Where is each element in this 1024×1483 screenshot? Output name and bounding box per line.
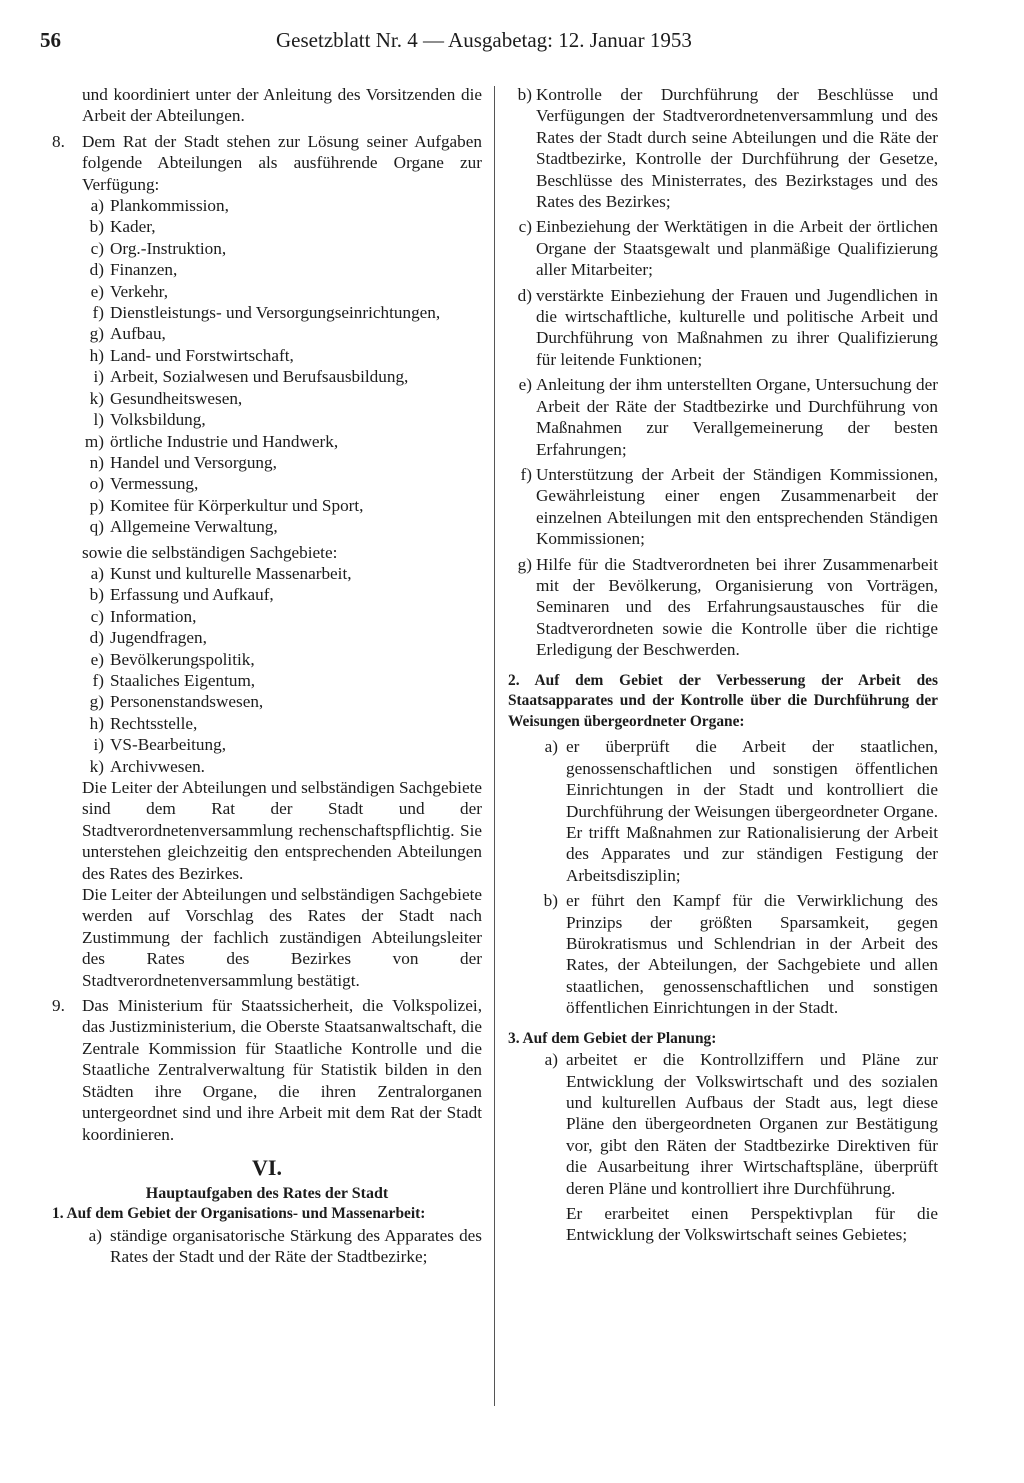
- list-item-label: l): [93, 410, 104, 430]
- list-item-label: f): [92, 670, 104, 690]
- list-item: [82, 388, 482, 409]
- list-item: [82, 452, 482, 473]
- list-item-label: c): [90, 606, 104, 626]
- list-item: [82, 195, 482, 216]
- list-item-text: örtliche Industrie und Handwerk,: [110, 431, 339, 451]
- list-item: [508, 890, 938, 1018]
- list-item: [82, 691, 482, 712]
- list-item: [508, 736, 938, 886]
- list-item-text: Anleitung der ihm unterstellten Organe, Untersuchung der Arbeit der Räte der Stadtbezirke und Durchführung von Maßnahmen zur Verallgemeinerung der besten Erfahrungen;: [536, 375, 938, 459]
- list-item-label: g): [89, 692, 104, 712]
- list-item-label: e): [518, 375, 532, 395]
- list-item-text: Einbeziehung der Werktätigen in die Arbeit der örtlichen Organe der Staatsgewalt und planmäßige Qualifizierung aller Mitarbeiter;: [536, 217, 938, 280]
- list-item: [82, 409, 482, 430]
- list-item-text: Finanzen,: [110, 260, 178, 280]
- paragraph-text: Dem Rat der Stadt stehen zur Lösung seiner Aufgaben folgende Abteilungen als ausführende Organe zur Verfügung:: [82, 131, 482, 194]
- list-item: [508, 1049, 938, 1199]
- list-item-label: g): [89, 324, 104, 344]
- list-item-text: Land- und Forstwirtschaft,: [110, 345, 294, 365]
- paragraph-text: Das Ministerium für Staatssicherheit, die Volkspolizei, das Justizministerium, die Oberste Staatsanwaltschaft, die Zentrale Kommission für Staatliche Kontrolle und die Staatliche Zentralverwaltung für Statistik bilden in den Städten ihre Organe, die ihren Zentralorganen untergeordnet sind und ihre Arbeit mit dem Rat der Stadt koordinieren.: [82, 996, 482, 1144]
- list-item-text: Staaliches Eigentum,: [110, 670, 256, 690]
- list-item: [52, 1225, 482, 1268]
- list-item: [82, 473, 482, 494]
- list-item: [82, 302, 482, 323]
- list-item: [508, 285, 938, 371]
- list-item-text: Plankommission,: [110, 196, 229, 216]
- list-item-label: n): [89, 452, 104, 472]
- list-item-text: ständige organisatorische Stärkung des Apparates des Rates der Stadt und der Räte der Stadtbezirke;: [110, 1225, 482, 1267]
- list-item-text: Information,: [110, 606, 197, 626]
- list-item-label: b): [89, 217, 104, 237]
- list-item: [82, 670, 482, 691]
- list-item-label: a): [90, 196, 104, 216]
- list-item-text: Org.-Instruktion,: [110, 238, 227, 258]
- list-item-label: m): [84, 431, 104, 451]
- list-item-text: verstärkte Einbeziehung der Frauen und Jugendlichen in die wirtschaftliche, kulturelle und politische Arbeit und Durchführung von Maßnahmen zu ihrer Qualifizierung für leitende Funktionen;: [536, 285, 938, 369]
- list-item-label: b): [517, 85, 532, 104]
- list-item-text: Handel und Versorgung,: [110, 452, 277, 472]
- paragraph-leiter-appointment: Die Leiter der Abteilungen und selbständigen Sachgebiete werden auf Vorschlag des Rates der Stadt nach Zustimmung der fachlich zuständigen Abteilungsleiter des Rates des Bezirkes von der Stadtverordnetenversammlung bestätigt.: [82, 885, 482, 990]
- list-item-label: a): [90, 563, 104, 583]
- list-item: [82, 345, 482, 366]
- subsection-heading-3: 3. Auf dem Gebiet der Planung:: [508, 1029, 717, 1047]
- subsection-heading-1: 1. Auf dem Gebiet der Organisations- und Massenarbeit:: [52, 1205, 426, 1223]
- list-item-label: q): [89, 517, 104, 537]
- list-item-text: Kunst und kulturelle Massenarbeit,: [110, 563, 352, 583]
- list-item-label: o): [89, 474, 104, 494]
- list-item-text: Komitee für Körperkultur und Sport,: [110, 495, 364, 515]
- list-item-text: Bevölkerungspolitik,: [110, 649, 255, 669]
- list-item: [508, 84, 938, 212]
- list-item: [82, 584, 482, 605]
- list-item-text: Dienstleistungs- und Versorgungseinrichtungen,: [110, 303, 441, 323]
- list-item-text: Erfassung und Aufkauf,: [110, 585, 274, 605]
- left-column: [52, 84, 482, 1268]
- paragraph-number: 9.: [52, 996, 65, 1016]
- section-main-heading: Hauptaufgaben des Rates der Stadt: [145, 1184, 389, 1202]
- column-divider: [494, 86, 495, 1406]
- list-item-text: Aufbau,: [110, 324, 166, 344]
- list-item: [82, 259, 482, 280]
- list-item-label: d): [89, 628, 104, 648]
- list-item-text: Hilfe für die Stadtverordneten bei ihrer Zusammenarbeit mit der Bevölkerung, Organisierung von Vorträgen, Seminaren und des Erfahrungsaustausches für die Stadtverordneten sowie die Kontrolle über die richtige Erledigung der Beschwerden.: [536, 554, 938, 660]
- list-item-label: i): [93, 735, 104, 755]
- paragraph-number: 8.: [52, 131, 65, 151]
- list-item-label: b): [543, 891, 558, 911]
- list-item-label: d): [517, 285, 532, 305]
- list-item-text: Allgemeine Verwaltung,: [110, 517, 278, 537]
- list-item: [82, 756, 482, 777]
- list-item-text: Kontrolle der Durchführung der Beschlüsse und Verfügungen der Stadtverordnetenversammlung und des Rates der Stadt durch seine Abteilungen und die Räte der Stadtbezirke, Kontrolle der Durchführung der Gesetze, Beschlüsse des Ministerrates, des Bezirkstages und des Rates des Bezirkes;: [536, 85, 938, 212]
- paragraph-continuation: Er erarbeitet einen Perspektivplan für die Entwicklung der Volkswirtschaft seines Gebietes;: [566, 1204, 938, 1245]
- list-item-label: k): [89, 388, 104, 408]
- list-item-text: er führt den Kampf für die Verwirklichung des Prinzips der größten Sparsamkeit, gegen Bürokratismus und Schlendrian in der Arbeit des Rates, der Abteilungen, der Sachgebiete und allen staatlichen, genossenschaftlichen und sonstigen öffentlichen Einrichtungen in der Stadt.: [566, 891, 938, 1018]
- list-item-text: Vermessung,: [110, 474, 199, 494]
- list-item: [508, 216, 938, 280]
- list-item-text: Arbeit, Sozialwesen und Berufsausbildung,: [110, 367, 409, 387]
- subsection-heading-2: 2. Auf dem Gebiet der Verbesserung der Arbeit des Staatsapparates und der Kontrolle über die Durchführung der Weisungen übergeordneter Organe:: [508, 671, 938, 730]
- list-item-text: Personenstandswesen,: [110, 692, 264, 712]
- list-item: [82, 281, 482, 302]
- page-number: 56: [40, 28, 61, 52]
- list-item-label: h): [89, 345, 104, 365]
- list-item: [82, 516, 482, 537]
- list-item-label: e): [90, 649, 104, 669]
- section-roman-numeral: VI.: [252, 1154, 282, 1180]
- paragraph-continuation: und koordiniert unter der Anleitung des Vorsitzenden die Arbeit der Abteilungen.: [82, 85, 482, 126]
- list-item-label: d): [89, 260, 104, 280]
- right-column: [508, 84, 938, 1246]
- list-item: [82, 216, 482, 237]
- list-item: [82, 366, 482, 387]
- list-item-text: Kader,: [110, 217, 156, 237]
- list-item: [508, 464, 938, 550]
- list-item-text: Jugendfragen,: [110, 628, 207, 648]
- list-item-label: c): [90, 238, 104, 258]
- paragraph-9: [52, 995, 482, 1145]
- list-item: [508, 554, 938, 661]
- list-item-label: g): [517, 554, 532, 574]
- departments-list: [52, 195, 482, 538]
- list-item-label: p): [89, 495, 104, 515]
- list-item-label: i): [93, 367, 104, 387]
- list-item-label: a): [544, 1050, 558, 1070]
- page-header: [40, 28, 704, 58]
- paragraph-leiter-accountability: Die Leiter der Abteilungen und selbständigen Sachgebiete sind dem Rat der Stadt und der Stadtverordnetenversammlung rechenschaftspflichtig. Sie unterstehen gleichzeitig den entsprechenden Abteilungen des Rates des Bezirkes.: [82, 778, 482, 883]
- list-item-label: b): [89, 585, 104, 605]
- list-item-label: k): [89, 756, 104, 776]
- paragraph-8: [52, 131, 482, 195]
- subject-areas-list: [52, 563, 482, 777]
- list-item: [82, 238, 482, 259]
- gazette-title: Gesetzblatt Nr. 4 — Ausgabetag: 12. Januar 1953: [276, 28, 692, 52]
- list-item-label: h): [89, 713, 104, 733]
- list-item-text: er überprüft die Arbeit der staatlichen, genossenschaftlichen und sonstigen öffentlichen Einrichtungen in der Stadt und kontrolliert die Durchführung der Weisungen übergeordneter Organe. Er trifft Maßnahmen zur Rationalisierung der Arbeit des Apparates und zur ständigen Festigung der Arbeitsdisziplin;: [566, 737, 938, 885]
- list-item: [508, 374, 938, 460]
- list-item: [82, 431, 482, 452]
- list-item-label: c): [518, 217, 532, 237]
- list-item: [82, 734, 482, 755]
- list-item-text: VS-Bearbeitung,: [110, 735, 226, 755]
- list-item-label: f): [92, 303, 104, 323]
- list-item-text: arbeitet er die Kontrollziffern und Pläne zur Entwicklung der Volkswirtschaft und des sozialen und kulturellen Aufbaus der Stadt aus, legt diese Pläne den übergeordneten Organen zur Bestätigung vor, gibt den Räten der Stadtbezirke Direktiven für die Ausarbeitung ihrer Wirtschaftspläne, überprüft deren Pläne und kontrolliert ihre Durchführung.: [566, 1050, 938, 1198]
- list-item: [82, 649, 482, 670]
- list-item-text: Gesundheitswesen,: [110, 388, 243, 408]
- list-intro: sowie die selbständigen Sachgebiete:: [82, 542, 338, 562]
- list-item-label: a): [88, 1225, 102, 1245]
- list-item: [82, 627, 482, 648]
- list-item: [82, 713, 482, 734]
- list-item: [82, 323, 482, 344]
- list-item-text: Archivwesen.: [110, 756, 205, 776]
- list-item-label: e): [90, 281, 104, 301]
- list-item-text: Volksbildung,: [110, 410, 206, 430]
- list-item-text: Verkehr,: [110, 281, 169, 301]
- list-item-text: Unterstützung der Arbeit der Ständigen Kommissionen, Gewährleistung einer engen Zusammenarbeit der einzelnen Abteilungen mit den entsprechenden Ständigen Kommissionen;: [536, 464, 938, 549]
- list-item: [82, 606, 482, 627]
- list-item: [82, 563, 482, 584]
- list-item: [82, 495, 482, 516]
- list-item-label: f): [520, 464, 532, 484]
- list-item-label: a): [544, 737, 558, 757]
- list-item-text: Rechtsstelle,: [110, 713, 198, 733]
